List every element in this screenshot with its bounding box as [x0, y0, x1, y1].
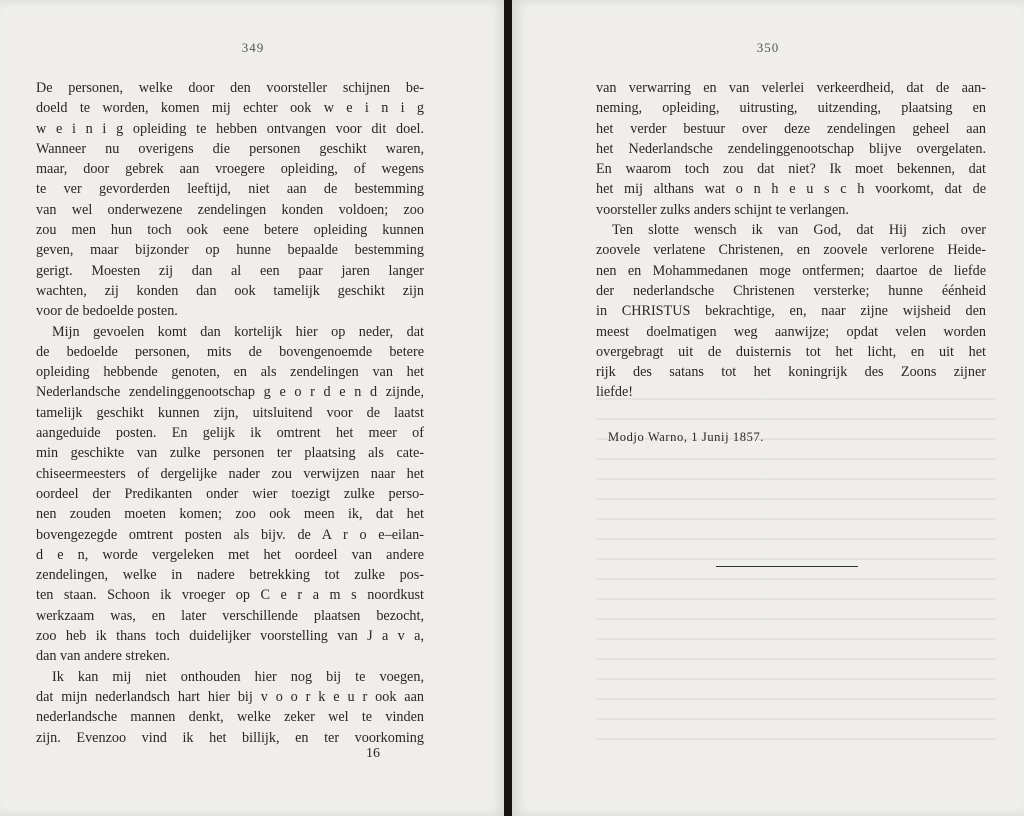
text-line: in CHRISTUS bekrachtige, en, naar zijne wijsheid den [596, 303, 986, 320]
text-line: te ver gevorderden leeftijd, niet aan de bestemming [36, 181, 424, 198]
page-number: 349 [241, 40, 265, 55]
text-line: de bedoelde personen, mits de bovengenoemde betere [36, 343, 424, 360]
right-page [512, 0, 1024, 816]
text-line: Ten slotte wensch ik van God, dat Hij zich over [612, 222, 986, 239]
signature-mark: 16 [366, 746, 380, 761]
text-line: van wel onderwezene zendelingen konden voldoen; zoo [36, 201, 424, 218]
text-line: opleiding hebbende genoten, en als zendelingen van het [36, 364, 424, 381]
text-line: dat mijn nederlandsch hart hier bij v o o r k e u r ook aan [36, 688, 424, 705]
text-line: van verwarring en van velerlei verkeerdheid, dat de aan- [596, 80, 986, 96]
text-line: dan van andere streken. [36, 648, 170, 665]
text-line: zijn. Evenzoo vind ik het billijk, en ter voorkoming [36, 729, 424, 746]
text-line: voor de bedoelde posten. [36, 303, 178, 320]
text-line: tamelijk geschikt kunnen zijn, uitsluitend voor de laatst [36, 404, 424, 421]
text-line: nen en Mohammedanen moge ontfermen; daartoe de liefde [596, 262, 986, 279]
text-line: maar, door gebrek aan vroegere opleiding, of wegens [36, 161, 424, 178]
text-line: neming, opleiding, uitrusting, uitzending, plaatsing en [596, 100, 986, 117]
text-line: ten staan. Schoon ik vroeger op C e r a m s noordkust [36, 587, 424, 604]
left-page [0, 0, 506, 816]
text-line: liefde! [596, 384, 634, 401]
text-line: overgebragt uit de duisternis tot het licht, en uit het [596, 343, 986, 360]
dateline: Modjo Warno, 1 Junij 1857. [608, 430, 765, 444]
text-line: Mijn gevoelen komt dan kortelijk hier op neder, dat [52, 323, 424, 340]
text-line: het verder bestuur over deze zendelingen geheel aan [596, 120, 986, 137]
page-number: 350 [756, 40, 780, 55]
text-line: der nederlandsche Christenen versterke; hunne éénheid [596, 282, 986, 299]
text-line: gerigt. Moesten zij dan al een paar jaren langer [36, 262, 424, 279]
text-line: rijk des satans tot het koningrijk des Zoons zijner [596, 364, 986, 381]
text-line: nederlandsche mannen denkt, welke zeker wel te vinden [36, 709, 424, 726]
text-line: oordeel der Predikanten onder wier toezigt zulke perso- [36, 485, 424, 502]
text-line: zou men hun toch ook eene betere opleiding kunnen [36, 222, 424, 239]
text-line: zoo heb ik thans toch duidelijker voorstelling van J a v a, [36, 628, 424, 645]
text-line: wachten, zij konden dan ook tamelijk geschikt zijn [36, 282, 424, 299]
text-line: voorsteller zulks anders schijnt te verlangen. [596, 201, 849, 218]
text-line: w e i n i g opleiding te hebben ontvangen voor dit doel. [36, 120, 424, 137]
body-text [36, 78, 424, 748]
text-line: De personen, welke door den voorsteller schijnen be- [36, 80, 424, 96]
text-line: meest doelmatigen weg aanwijze; opdat velen worden [596, 323, 986, 340]
text-line: chiseermeesters of dergelijke nader zou verwijzen naar het [36, 465, 424, 482]
text-line: Nederlandsche zendelinggenootschap g e o r d e n d zijnde, [36, 384, 424, 401]
text-line: zoovele verlatene Christenen, en zoovele verlorene Heide- [596, 242, 986, 259]
text-line: het Nederlandsche zendelinggenootschap blijve overgelaten. [596, 140, 986, 157]
text-line: geven, maar bijzonder op hunne bepaalde bestemming [36, 242, 424, 259]
text-line: Ik kan mij niet onthouden hier nog bij te voegen, [52, 668, 424, 685]
text-line: aangeduide posten. En gelijk ik omtrent het meer of [36, 425, 424, 442]
text-line: Wanneer nu overigens die personen geschikt waren, [36, 140, 424, 157]
text-line: bovengezegde omtrent posten als bijv. de A r o e–eilan- [36, 526, 424, 543]
text-line: het mij althans wat o n h e u s c h voorkomt, dat de [596, 181, 986, 198]
text-line: nen zouden moeten komen; zoo ook meen ik, dat het [36, 506, 424, 523]
text-line: werkzaam was, en later verschillende plaatsen bezocht, [36, 607, 424, 624]
body-text [596, 78, 986, 403]
text-line: zendelingen, welke in nadere betrekking tot zulke pos- [36, 567, 424, 584]
text-line: d e n, worde vergeleken met het oordeel van andere [36, 546, 424, 563]
closing-rule [716, 566, 858, 567]
text-line: doeld te worden, komen mij echter ook w e i n i g [36, 100, 424, 117]
text-line: En waarom toch zou dat niet? Ik moet bekennen, dat [596, 161, 986, 178]
text-line: min geschikte van zulke personen ter plaatsing als cate- [36, 445, 424, 462]
